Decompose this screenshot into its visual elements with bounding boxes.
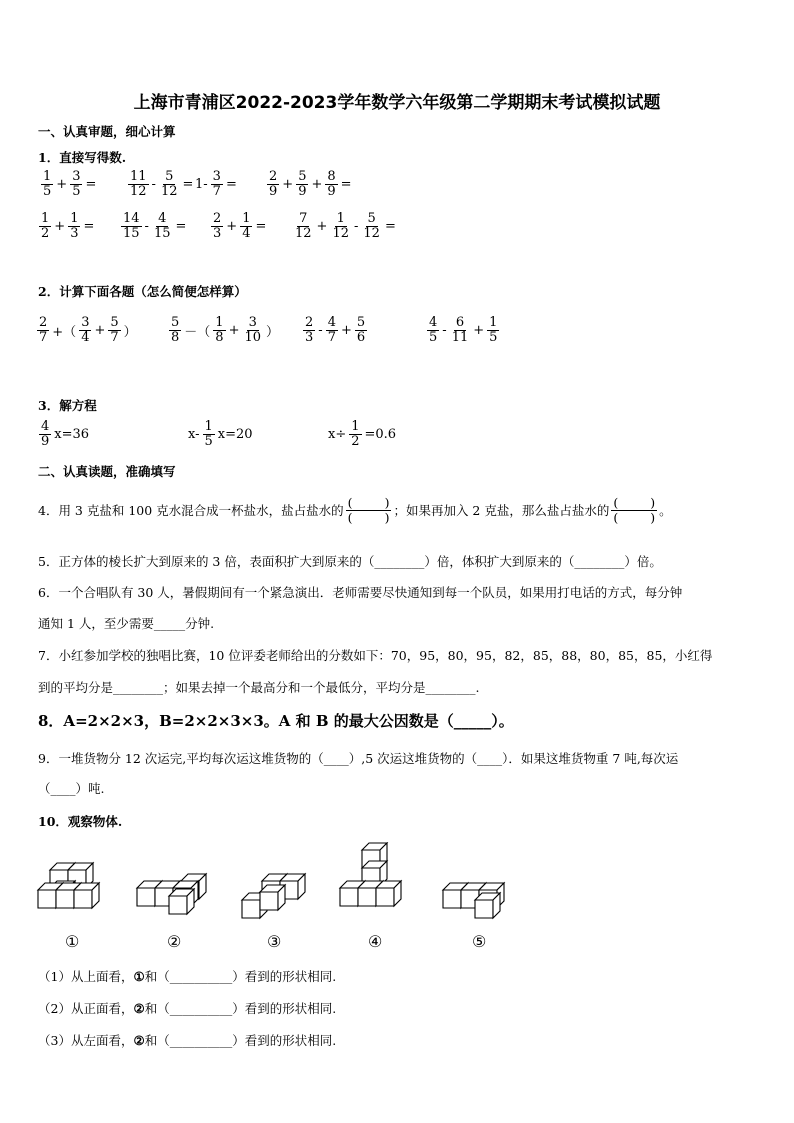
fraction: $\frac{5}{12}$ xyxy=(363,211,380,241)
fraction: $\frac{3}{5}$ xyxy=(72,169,81,199)
fraction: $\frac{4}{15}$ xyxy=(153,211,171,241)
q1-row1-expr-1: $\frac{1}{5}$ + $\frac{3}{5}$ = xyxy=(43,169,97,199)
q5: 5．正方体的棱长扩大到原来的 3 倍，表面积扩大到原来的（________）倍，体积扩大到原来的（________）倍。 xyxy=(38,554,662,569)
q2-label: 2．计算下面各题（怎么简便怎样算） xyxy=(38,284,247,299)
fraction: $\frac{5}{6}$ xyxy=(356,315,366,345)
q4-text-b: ；如果再加入 2 克盐，那么盐占盐水的 xyxy=(393,503,610,519)
fraction: $\frac{4}{5}$ xyxy=(429,315,438,345)
page-title: 上海市青浦区2022-2023学年数学六年级第二学期期末考试模拟试题 xyxy=(133,93,661,113)
fraction: $\frac{8}{9}$ xyxy=(327,169,336,199)
section-1-heading: 一、认真审题，细心计算 xyxy=(38,124,176,139)
q6-line-2: 通知 1 人，至少需要_____分钟. xyxy=(38,616,215,631)
q1-row2-expr-1: $\frac{1}{2}$ + $\frac{1}{3}$ = xyxy=(41,211,95,241)
fraction: $\frac{2}{3}$ xyxy=(305,315,314,345)
fraction: $\frac{1}{2}$ xyxy=(41,211,50,241)
q3-expr-2: x- $\frac{1}{5}$ x=20 xyxy=(188,419,253,449)
q1-row1-expr-2: $\frac{11}{12}$ - $\frac{5}{12}$ = xyxy=(130,169,194,199)
q9-line-2: （____）吨. xyxy=(38,781,105,796)
fraction: $\frac{3}{4}$ xyxy=(81,315,90,345)
q7-line-2: 到的平均分是________；如果去掉一个最高分和一个最低分，平均分是________. xyxy=(38,680,480,695)
q2-expr-4: $\frac{4}{5}$ - $\frac{6}{11}$ + $\frac{1}{5}$ xyxy=(429,315,498,345)
q6-line-1: 6．一个合唱队有 30 人，暑假期间有一个紧急演出．老师需要尽快通知到每一个队员，如果用打电话的方式，每分钟 xyxy=(38,585,683,600)
q9-line-1: 9．一堆货物分 12 次运完,平均每次运这堆货物的（____）,5 次运这堆货物的（____）．如果这堆货物重 7 吨,每次运 xyxy=(38,751,679,766)
fraction: $\frac{5}{9}$ xyxy=(298,169,307,199)
fraction: $\frac{1}{2}$ xyxy=(351,419,360,449)
figure-3-cubes xyxy=(240,872,316,924)
fraction: $\frac{5}{7}$ xyxy=(110,315,119,345)
fraction: $\frac{3}{7}$ xyxy=(212,169,221,199)
figure-5-cubes xyxy=(441,880,517,924)
fraction: $\frac{5}{8}$ xyxy=(171,315,180,345)
fraction: $\frac{2}{7}$ xyxy=(39,315,48,345)
q1-row2-expr-3: $\frac{2}{3}$ + $\frac{1}{4}$ = xyxy=(213,211,267,241)
fraction: $\frac{3}{10}$ xyxy=(244,315,262,345)
q10-sub-2: （2）从正面看，②和（__________）看到的形状相同. xyxy=(38,1001,337,1016)
fraction: $\frac{1}{5}$ xyxy=(43,169,52,199)
fraction: $\frac{1}{8}$ xyxy=(215,315,224,345)
q1-row1-expr-3: 1- $\frac{3}{7}$ = xyxy=(195,169,237,199)
figure-label-2: ② xyxy=(167,932,182,951)
fraction: $\frac{7}{12}$ xyxy=(295,211,312,241)
q3-expr-3: x÷ $\frac{1}{2}$ =0.6 xyxy=(328,419,397,449)
section-2-heading: 二、认真读题，准确填写 xyxy=(38,464,176,479)
q1-label: 1．直接写得数. xyxy=(38,150,127,165)
fraction: $\frac{2}{9}$ xyxy=(269,169,278,199)
figure-label-3: ③ xyxy=(267,932,282,951)
fraction: $\frac{4}{9}$ xyxy=(41,419,50,449)
q10-label: 10．观察物体. xyxy=(38,814,123,829)
figure-label-4: ④ xyxy=(368,932,383,951)
q10-sub-3: （3）从左面看，②和（__________）看到的形状相同. xyxy=(38,1033,337,1048)
q10-sub-1: （1）从上面看，①和（__________）看到的形状相同. xyxy=(38,969,337,984)
q7-line-1: 7．小红参加学校的独唱比赛，10 位评委老师给出的分数如下：70，95，80，95，82，85，88，80，85，85，小红得 xyxy=(38,648,713,663)
fraction: $\frac{11}{12}$ xyxy=(130,169,147,199)
fraction: $\frac{1}{4}$ xyxy=(242,211,251,241)
fraction: $\frac{5}{12}$ xyxy=(160,169,178,199)
q2-expr-3: $\frac{2}{3}$ - $\frac{4}{7}$ + $\frac{5}{6}$ xyxy=(305,315,366,345)
fraction: $\frac{1}{5}$ xyxy=(204,419,213,449)
q1-row2-expr-4: $\frac{7}{12}$ + $\frac{1}{12}$ - $\frac{5}{12}$ = xyxy=(295,211,396,241)
q2-expr-1: $\frac{2}{7}$ +（ $\frac{3}{4}$ + $\frac{5}{7}$ ） xyxy=(39,315,137,345)
q3-label: 3．解方程 xyxy=(38,398,97,413)
q4-blank-fraction-2[interactable]: ( ) ( ) xyxy=(613,495,656,525)
fraction: $\frac{4}{7}$ xyxy=(327,315,336,345)
figure-2-cubes xyxy=(135,872,219,924)
figure-label-1: ① xyxy=(65,932,80,951)
q4-blank-fraction-1[interactable]: ( ) ( ) xyxy=(347,495,390,525)
fraction: $\frac{2}{3}$ xyxy=(213,211,222,241)
fraction: $\frac{1}{5}$ xyxy=(489,315,498,345)
fraction: $\frac{1}{12}$ xyxy=(332,211,349,241)
fraction: $\frac{6}{11}$ xyxy=(451,315,469,345)
q4-text-a: 4．用 3 克盐和 100 克水混合成一杯盐水，盐占盐水的 xyxy=(38,503,344,519)
q4-text-c: 。 xyxy=(659,503,672,519)
fraction: $\frac{1}{3}$ xyxy=(70,211,79,241)
q8: 8．A=2×2×3，B=2×2×3×3。A 和 B 的最大公因数是（_____）。 xyxy=(38,712,514,730)
figure-label-5: ⑤ xyxy=(472,932,487,951)
q3-expr-1: $\frac{4}{9}$ x=36 xyxy=(41,419,90,449)
figure-1-cubes xyxy=(36,860,112,916)
q1-row1-expr-4: $\frac{2}{9}$ + $\frac{5}{9}$ + $\frac{8}{9}$ = xyxy=(269,169,352,199)
fraction: $\frac{14}{15}$ xyxy=(123,211,140,241)
figure-4-cubes xyxy=(338,842,414,916)
q2-expr-2: $\frac{5}{8}$ －（ $\frac{1}{8}$ + $\frac{3}{10}$ ） xyxy=(171,315,280,345)
q4 xyxy=(38,496,672,525)
q1-row2-expr-2: $\frac{14}{15}$ - $\frac{4}{15}$ = xyxy=(123,211,187,241)
